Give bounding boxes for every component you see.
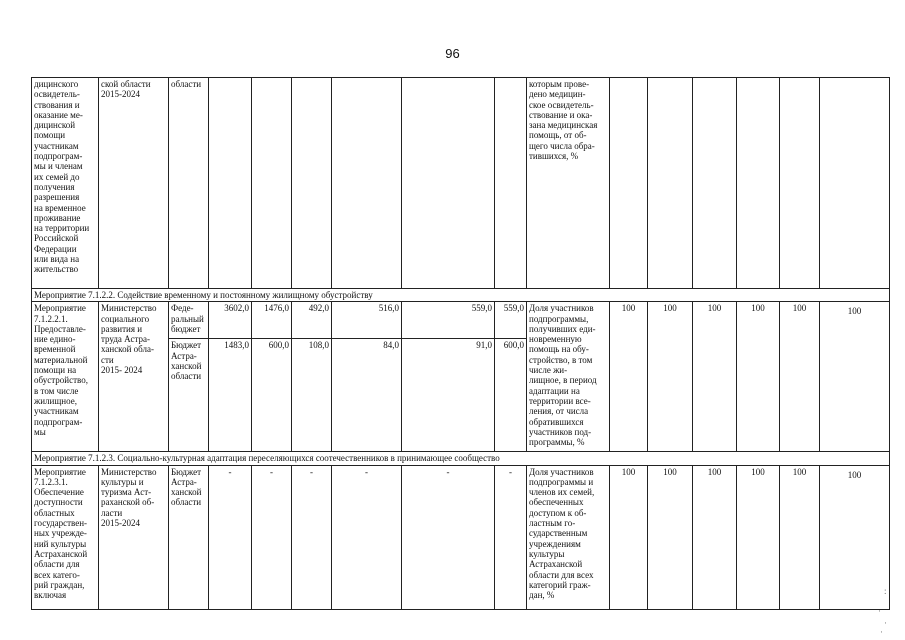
value-cell: 100: [648, 302, 693, 452]
value-cell: 100: [737, 302, 780, 452]
table-row: [32, 302, 890, 339]
finance-cell: 1476,0: [252, 302, 292, 339]
finance-cell: 84,0: [332, 339, 402, 452]
finance-cell: -: [209, 465, 252, 609]
value-cell: 100: [820, 302, 890, 452]
measure-cell: Мероприятие 7.1.2.3.1. Обеспечение доступности областных государствен- ных учрежде- ний культуры Астраханской области для всех катего- рий граждан, включая: [32, 465, 99, 609]
finance-cell: 600,0: [252, 339, 292, 452]
finance-cell: 3602,0: [209, 302, 252, 339]
indicator-cell: Доля участников подпрограммы, получивших еди- новременную помощь на обу- стройство, в том числе жи- лищное, в период адаптации на территории все- ления, от числа обратившихся участников под- программы, %: [527, 302, 610, 452]
indicator-cell: Доля участников подпрограммы и членов их семей, обеспеченных доступом к об- ластным го- сударственным учреждениям культуры Астраханской области для всех категорий граж- дан, %: [527, 465, 610, 609]
table-row-continuation: [32, 78, 890, 289]
section-header: [32, 289, 890, 302]
finance-cell: -: [332, 465, 402, 609]
value-cell: 100: [648, 465, 693, 609]
finance-cell: 559,0: [402, 302, 495, 339]
scan-mark: :: [884, 586, 887, 596]
section-header: [32, 452, 890, 465]
measure-cell: дицинского освидетель- ствования и оказание ме- дицинской помощи участникам подпрограм- мы и членам их семей до получения разрешения на временное проживание на территории Российской Федерации или вида на жительство: [32, 78, 99, 289]
table-row: [32, 465, 890, 609]
measure-cell: Мероприятие 7.1.2.2.1. Предоставле- ние едино- временной материальной помощи на обустройство, в том числе жилищное, участникам подпрограм- мы: [32, 302, 99, 452]
section-title: Мероприятие 7.1.2.3. Социально-культурная адаптация переселяющихся соотечественников в принимающее сообщество: [32, 452, 890, 465]
executor-cell: Министерство культуры и туризма Аст- раханской об- ласти 2015-2024: [99, 465, 169, 609]
finance-cell: 600,0: [495, 339, 527, 452]
value-cell: 100: [737, 465, 780, 609]
value-cell: 100: [610, 302, 648, 452]
section-title: Мероприятие 7.1.2.2. Содействие временному и постоянному жилищному обустройству: [32, 289, 890, 302]
finance-cell: -: [402, 465, 495, 609]
source-cell: Бюджет Астра- ханской области: [169, 339, 209, 452]
source-cell: Феде- ральный бюджет: [169, 302, 209, 339]
finance-cell: 91,0: [402, 339, 495, 452]
value-cell: 100: [820, 465, 890, 609]
value-cell: 100: [693, 465, 737, 609]
source-cell: Бюджет Астра- ханской области: [169, 465, 209, 609]
indicator-cell: которым прове- дено медицин- ское освидетель- ствование и ока- зана медицинская помощь, от об- щего числа обра- тившихся, %: [527, 78, 610, 289]
value-cell: 100: [610, 465, 648, 609]
scan-mark: ·: [884, 618, 887, 628]
value-cell: 100: [780, 465, 820, 609]
finance-cell: 559,0: [495, 302, 527, 339]
source-cell: области: [169, 78, 209, 289]
executor-cell: Министерство социального развития и труда Астра- ханской обла- сти 2015- 2024: [99, 302, 169, 452]
value-cell: 100: [780, 302, 820, 452]
value-cell: 100: [693, 302, 737, 452]
scan-mark: ·: [878, 606, 881, 616]
finance-cell: -: [292, 465, 332, 609]
finance-cell: 1483,0: [209, 339, 252, 452]
finance-cell: 108,0: [292, 339, 332, 452]
scan-mark: ·: [880, 627, 883, 637]
page-number: 96: [445, 46, 460, 61]
finance-cell: -: [252, 465, 292, 609]
finance-cell: -: [495, 465, 527, 609]
finance-cell: 516,0: [332, 302, 402, 339]
executor-cell: ской области 2015-2024: [99, 78, 169, 289]
finance-cell: 492,0: [292, 302, 332, 339]
program-table: [31, 77, 890, 610]
